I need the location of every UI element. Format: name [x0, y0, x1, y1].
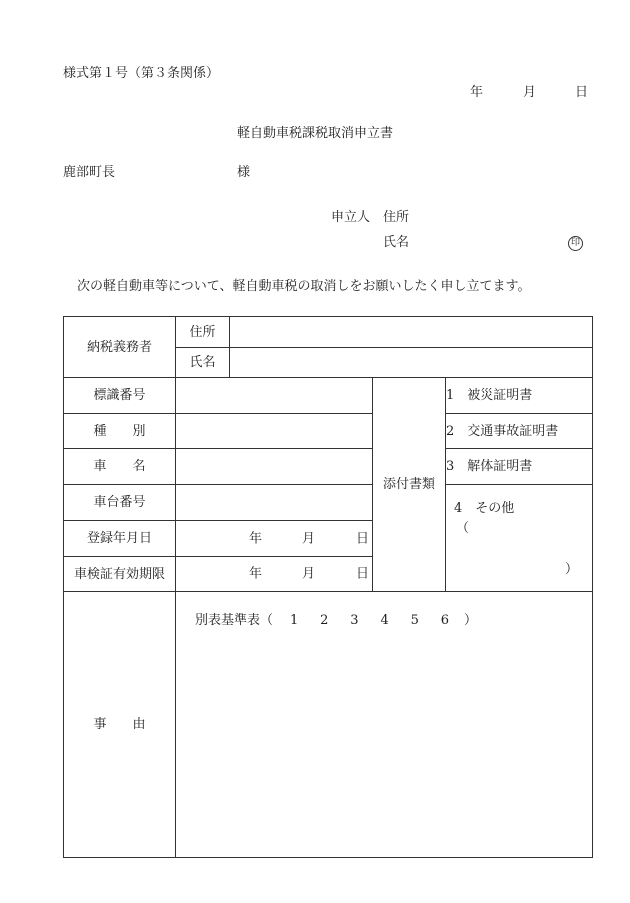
attachment-text: 解体証明書	[467, 459, 533, 474]
criteria-line	[195, 614, 477, 627]
registration-day-label: 日	[356, 531, 370, 546]
taxpayer-label: 納税義務者	[64, 317, 176, 378]
table-row	[64, 414, 593, 449]
taxpayer-name-label: 氏名	[176, 348, 230, 378]
criteria-option-1[interactable]: 1	[290, 613, 299, 628]
criteria-close: ）	[464, 613, 478, 628]
vehicle-name-label: 車 名	[64, 449, 176, 485]
criteria-option-6[interactable]: 6	[440, 613, 449, 628]
attachment-item-1[interactable]	[446, 378, 593, 414]
registration-year-label: 年	[249, 531, 263, 546]
vehicle-name-field[interactable]	[176, 449, 373, 485]
document-title: 軽自動車税課税取消申立書	[236, 126, 393, 141]
applicant-label: 申立人	[331, 210, 371, 225]
addressee-name: 鹿部町長	[63, 165, 116, 180]
application-form-table	[63, 316, 593, 858]
inspection-expiry-label: 車検証有効期限	[64, 557, 176, 592]
inspection-year-label: 年	[249, 566, 263, 582]
attachment-item-2[interactable]	[446, 414, 593, 449]
taxpayer-address-field[interactable]	[230, 317, 593, 348]
chassis-number-field[interactable]	[176, 485, 373, 521]
inspection-month-label: 月	[302, 566, 316, 582]
attachment-num: 4	[454, 501, 463, 516]
chassis-number-label: 車台番号	[64, 485, 176, 521]
taxpayer-address-label: 住所	[176, 317, 230, 348]
table-row	[64, 317, 593, 348]
table-row	[64, 592, 593, 858]
type-field[interactable]	[176, 414, 373, 449]
attachment-num: 1	[446, 388, 455, 403]
attachments-label: 添付書類	[373, 378, 446, 592]
reason-field[interactable]	[176, 592, 593, 858]
intro-text: 次の軽自動車等について、軽自動車税の取消しをお願いしたく申し立てます。	[77, 279, 531, 294]
seal-mark	[568, 235, 583, 251]
attachment-text: その他	[475, 501, 515, 516]
date-day-label: 日	[575, 85, 589, 100]
addressee-honorific: 様	[237, 165, 251, 180]
criteria-label: 別表基準表（	[195, 613, 274, 628]
taxpayer-name-field[interactable]	[230, 348, 593, 378]
reason-label: 事 由	[64, 592, 176, 858]
type-label: 種 別	[64, 414, 176, 449]
inspection-day-label: 日	[356, 566, 370, 582]
registration-date-field[interactable]	[176, 521, 373, 557]
attachment-item-4[interactable]	[446, 485, 593, 592]
attachment-num: 3	[446, 459, 455, 474]
criteria-option-3[interactable]: 3	[350, 613, 359, 628]
attachment-text: 交通事故証明書	[467, 423, 559, 439]
criteria-option-5[interactable]: 5	[410, 613, 419, 628]
registration-date-label: 登録年月日	[64, 521, 176, 557]
applicant-address-label: 住所	[383, 210, 410, 225]
criteria-option-4[interactable]: 4	[380, 613, 389, 628]
attachment-text: 被災証明書	[467, 388, 533, 403]
date-month-label: 月	[523, 85, 537, 100]
plate-number-label: 標識番号	[64, 378, 176, 414]
table-row	[64, 378, 593, 414]
criteria-option-2[interactable]: 2	[320, 613, 329, 628]
attachment-other-line	[454, 502, 514, 515]
attachment-num: 2	[446, 423, 455, 439]
applicant-name-label: 氏名	[383, 235, 410, 250]
table-row	[64, 449, 593, 485]
date-year-label: 年	[470, 85, 484, 100]
attachment-item-3[interactable]	[446, 449, 593, 485]
seal-icon: 印	[568, 236, 583, 251]
registration-month-label: 月	[302, 531, 316, 546]
inspection-expiry-field[interactable]	[176, 557, 373, 592]
form-number: 様式第１号（第３条関係）	[63, 66, 220, 81]
table-row	[64, 485, 593, 521]
other-close-paren: ）	[565, 562, 579, 577]
other-open-paren: （	[456, 521, 470, 536]
plate-number-field[interactable]	[176, 378, 373, 414]
